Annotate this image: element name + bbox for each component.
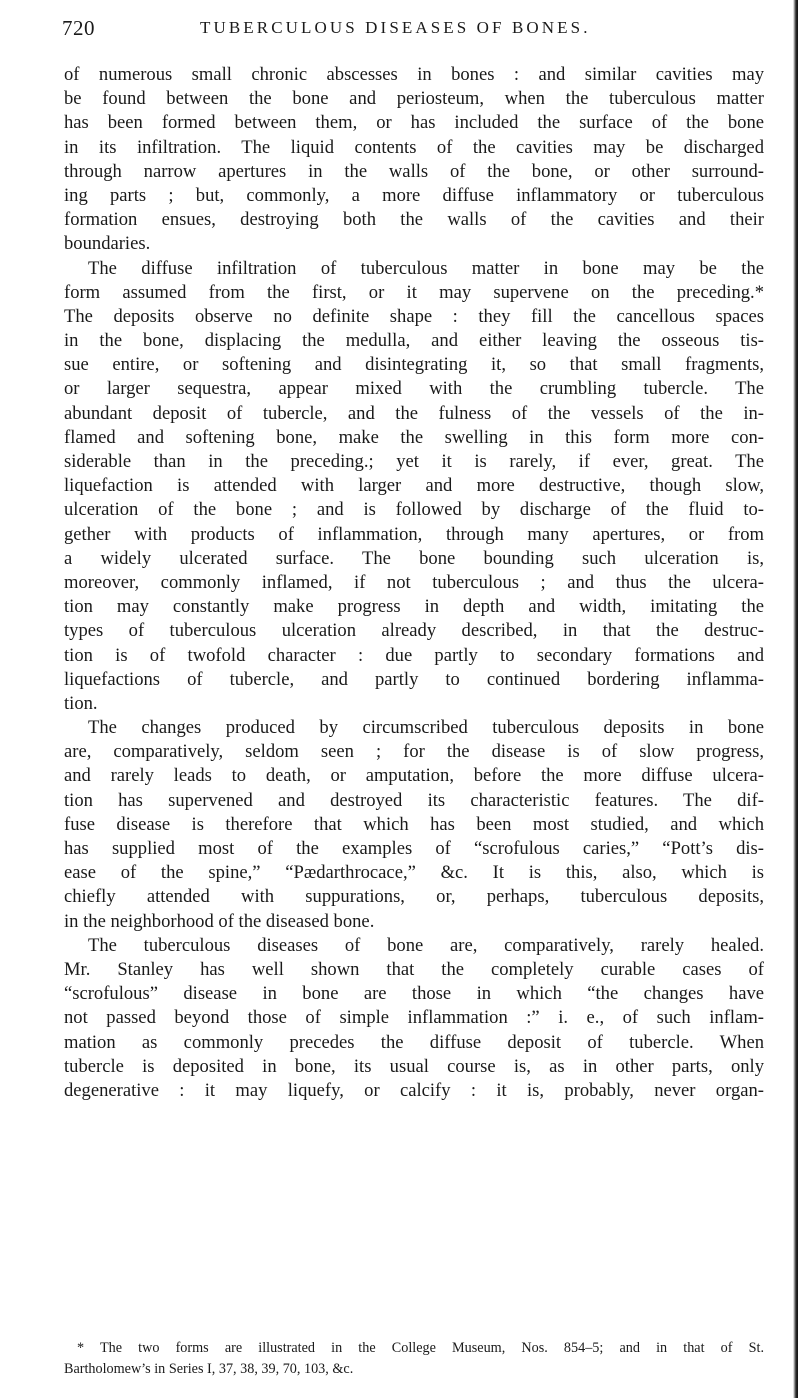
text-line: has supplied most of the examples of “scrofulous caries,” “Pott’s dis- <box>64 838 764 859</box>
text-line: tion has supervened and destroyed its characteristic features. The dif- <box>64 789 764 811</box>
text-line: of numerous small chronic abscesses in bones : and similar cavities may <box>64 64 764 85</box>
page-header <box>62 16 762 44</box>
text-line: The deposits observe no definite shape : they fill the cancellous spaces <box>64 305 764 327</box>
text-line: not passed beyond those of simple inflammation :” i. e., of such inflam- <box>64 1007 764 1029</box>
text-line: The tuberculous diseases of bone are, comparatively, rarely healed. <box>88 934 764 956</box>
text-line: formation ensues, destroying both the walls of the cavities and their <box>64 209 764 231</box>
text-line: The changes produced by circumscribed tuberculous deposits in bone <box>88 717 764 739</box>
text-line: abundant deposit of tubercle, and the fulness of the vessels of the in- <box>64 402 764 424</box>
body-text <box>64 63 764 1103</box>
text-line: form assumed from the first, or it may supervene on the preceding.* <box>64 281 764 303</box>
text-line: mation as commonly precedes the diffuse deposit of tubercle. When <box>64 1031 764 1053</box>
text-line: liquefaction is attended with larger and more destructive, though slow, <box>64 475 764 497</box>
text-line: in its infiltration. The liquid contents of the cavities may be discharged <box>64 136 764 158</box>
text-line: sue entire, or softening and disintegrating it, so that small fragments, <box>64 354 764 376</box>
text-line: “scrofulous” disease in bone are those in which “the changes have <box>64 983 764 1005</box>
text-line: ease of the spine,” “Pædarthrocace,” &c. It is this, also, which is <box>64 862 764 884</box>
text-line: tion. <box>64 692 98 714</box>
text-line: a widely ulcerated surface. The bone bounding such ulceration is, <box>64 547 764 569</box>
text-line: or larger sequestra, appear mixed with the crumbling tubercle. The <box>64 378 764 400</box>
text-line: fuse disease is therefore that which has been most studied, and which <box>64 813 764 835</box>
text-line: tion may constantly make progress in depth and width, imitating the <box>64 596 764 618</box>
text-line: The diffuse infiltration of tuberculous matter in bone may be the <box>88 257 764 279</box>
text-line: ing parts ; but, commonly, a more diffuse inflammatory or tuberculous <box>64 184 764 206</box>
text-line: flamed and softening bone, make the swelling in this form more con- <box>64 426 764 448</box>
text-line: be found between the bone and periosteum, when the tuberculous matter <box>64 88 764 110</box>
page-edge-shadow <box>793 0 798 1398</box>
text-line: in the neighborhood of the diseased bone. <box>64 910 375 932</box>
running-title: TUBERCULOUS DISEASES OF BONES. <box>200 18 591 37</box>
text-line: tion is of twofold character : due partly to secondary formations and <box>64 644 764 666</box>
footnote <box>64 1338 764 1380</box>
text-line: Mr. Stanley has well shown that the completely curable cases of <box>64 958 764 980</box>
text-line: ulceration of the bone ; and is followed by discharge of the fluid to- <box>64 499 764 521</box>
text-line: degenerative : it may liquefy, or calcify : it is, probably, never organ- <box>64 1079 764 1101</box>
text-line: has been formed between them, or has included the surface of the bone <box>64 112 764 134</box>
footnote-line: * The two forms are illustrated in the College Museum, Nos. 854–5; and in that of St. <box>77 1340 764 1356</box>
text-line: are, comparatively, seldom seen ; for the disease is of slow progress, <box>64 741 764 763</box>
text-line: types of tuberculous ulceration already described, in that the destruc- <box>64 620 764 642</box>
text-line: siderable than in the preceding.; yet it is rarely, if ever, great. The <box>64 451 764 472</box>
text-line: liquefactions of tubercle, and partly to continued bordering inflamma- <box>64 668 764 690</box>
text-line: through narrow apertures in the walls of the bone, or other surround- <box>64 160 764 182</box>
footnote-line: Bartholomew’s in Series I, 37, 38, 39, 70, 103, &c. <box>64 1361 354 1377</box>
page-number: 720 <box>62 16 95 40</box>
text-line: chiefly attended with suppurations, or, perhaps, tuberculous deposits, <box>64 886 764 908</box>
text-line: boundaries. <box>64 233 151 255</box>
text-line: in the bone, displacing the medulla, and either leaving the osseous tis- <box>64 330 764 352</box>
text-line: moreover, commonly inflamed, if not tuberculous ; and thus the ulcera- <box>64 571 764 593</box>
text-line: and rarely leads to death, or amputation, before the more diffuse ulcera- <box>64 765 764 787</box>
text-line: tubercle is deposited in bone, its usual course is, as in other parts, only <box>64 1055 764 1077</box>
text-line: gether with products of inflammation, through many apertures, or from <box>64 523 764 545</box>
